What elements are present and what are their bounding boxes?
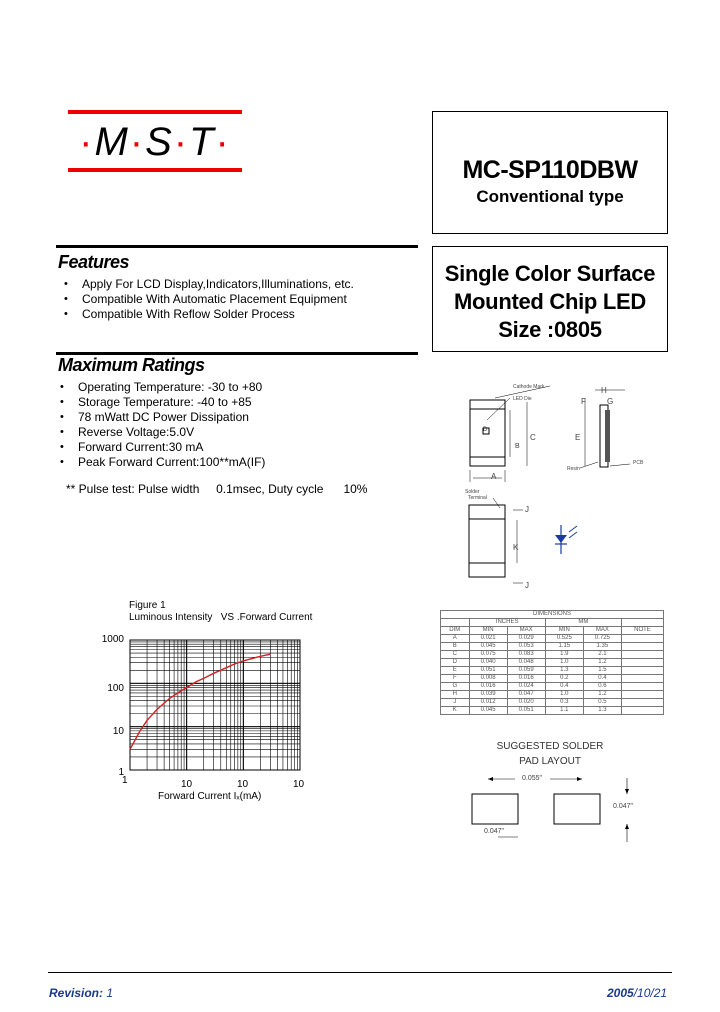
table-cell: 0.053: [507, 643, 545, 651]
y-tick-label: 10: [112, 726, 124, 737]
chart-grid: [130, 640, 300, 770]
diagram-label: PCB: [633, 460, 644, 466]
list-item: • Storage Temperature: -40 to +85: [56, 395, 265, 410]
table-cell: [621, 699, 663, 707]
diagram-label: Solder: [465, 489, 480, 495]
list-item: • 78 mWatt DC Power Dissipation: [56, 410, 265, 425]
table-cell: 0.039: [469, 691, 507, 699]
table-cell: 0.2: [545, 675, 583, 683]
list-item: • Peak Forward Current:100**mA(IF): [56, 455, 265, 470]
features-rule: [56, 245, 418, 248]
y-tick-label: 1: [118, 767, 124, 778]
table-cell: 0.4: [545, 683, 583, 691]
table-title: DIMENSIONS: [441, 611, 664, 619]
x-axis-label: Forward Current Iₓ(mA): [158, 791, 262, 802]
logo-bottom-bar: [68, 168, 242, 172]
x-tick-label: 10: [181, 779, 193, 790]
mst-logo: ·M·S·T·: [79, 120, 231, 164]
solder-pad-right: [554, 794, 600, 824]
table-row: [441, 707, 664, 715]
table-cell: 1.2: [583, 659, 621, 667]
diagram-label: C: [530, 433, 536, 442]
table-cell: 0.051: [507, 707, 545, 715]
diagram-label: Cathode Mark: [513, 384, 545, 390]
table-cell: [621, 707, 663, 715]
figure-chart: [126, 634, 304, 776]
table-cell: 0.024: [507, 683, 545, 691]
table-cell: 1.0: [545, 659, 583, 667]
terminal-bottom: [470, 457, 505, 466]
table-cell: 1.1: [545, 707, 583, 715]
list-item: • Compatible With Automatic Placement Equipment: [60, 292, 354, 307]
table-row: [441, 691, 664, 699]
table-cell: 1.3: [545, 667, 583, 675]
table-cell: 1.0: [545, 691, 583, 699]
table-cell: 0.059: [507, 667, 545, 675]
figure-title: [129, 600, 312, 624]
column-header: DIM: [441, 627, 470, 635]
table-cell: 1.9: [545, 651, 583, 659]
table-cell: [621, 635, 663, 643]
revision-label: Revision:: [49, 986, 104, 1000]
diagram-label: K: [513, 543, 519, 552]
table-cell: K: [441, 707, 470, 715]
table-header-row: [441, 627, 664, 635]
table-cell: 0.008: [469, 675, 507, 683]
pulse-note: ** Pulse test: Pulse width 0.1msec, Duty cycle 10%: [66, 482, 368, 496]
table-row: [441, 659, 664, 667]
table-cell: 0.5: [583, 699, 621, 707]
table-cell: [621, 651, 663, 659]
table-row: [441, 635, 664, 643]
footer-rule: [48, 972, 672, 973]
figure-subtitle: Luminous Intensity VS .Forward Current: [129, 612, 313, 623]
pcb-edge: [605, 410, 610, 462]
table-cell: F: [441, 675, 470, 683]
dimensions-table: [440, 610, 664, 715]
table-cell: 2.1: [583, 651, 621, 659]
list-item: • Reverse Voltage:5.0V: [56, 425, 265, 440]
solder-dim-right: 0.047": [613, 803, 634, 810]
diagram-label: LED Die: [513, 396, 532, 402]
table-cell: 0.020: [507, 699, 545, 707]
table-cell: [621, 643, 663, 651]
part-number: MC-SP110DBW: [462, 156, 638, 184]
table-cell: 0.021: [469, 635, 507, 643]
column-header: MAX: [507, 627, 545, 635]
table-cell: [621, 691, 663, 699]
diagram-label: J: [525, 505, 529, 514]
revision: [49, 986, 113, 1000]
date: [607, 986, 667, 1000]
table-cell: 0.012: [469, 699, 507, 707]
table-cell: 0.4: [583, 675, 621, 683]
table-cell: 0.016: [469, 683, 507, 691]
table-cell: 0.040: [469, 659, 507, 667]
column-header: MIN: [469, 627, 507, 635]
package-top-view: [470, 400, 505, 466]
table-cell: 0.029: [507, 635, 545, 643]
package-diagram: [455, 380, 665, 600]
solder-pad-left: [472, 794, 518, 824]
description-box: [432, 246, 668, 352]
table-cell: 0.083: [507, 651, 545, 659]
table-cell: 1.5: [583, 667, 621, 675]
x-tick-label: 10: [293, 779, 305, 790]
y-tick-label: 100: [107, 683, 124, 694]
table-cell: C: [441, 651, 470, 659]
table-cell: G: [441, 683, 470, 691]
description-line-2: Mounted Chip LED: [454, 289, 646, 314]
table-cell: 0.725: [583, 635, 621, 643]
diagram-label: D: [483, 427, 488, 433]
table-row: [441, 667, 664, 675]
solder-title-line-2: PAD LAYOUT: [519, 756, 581, 767]
list-item: • Operating Temperature: -30 to +80: [56, 380, 265, 395]
description-line-1: Single Color Surface: [444, 261, 656, 286]
solder-dim-top: 0.055": [522, 775, 543, 782]
diagram-label: Terminal: [468, 495, 487, 501]
table-cell: 0.3: [545, 699, 583, 707]
table-row: [441, 683, 664, 691]
part-type: Conventional type: [476, 187, 624, 206]
table-cell: B: [441, 643, 470, 651]
table-cell: 0.016: [507, 675, 545, 683]
revision-value: 1: [106, 986, 114, 1000]
table-row: [441, 651, 664, 659]
diagram-label: J: [525, 581, 529, 590]
logo-top-bar: [68, 110, 242, 114]
diagram-label: H: [601, 386, 607, 395]
diagram-label: B: [515, 443, 520, 450]
column-header: MAX: [583, 627, 621, 635]
diagram-label: A: [491, 472, 497, 481]
date-year: 2005: [607, 986, 634, 1000]
table-group-header: INCHES: [469, 619, 545, 627]
table-cell: 0.045: [469, 643, 507, 651]
list-item: • Apply For LCD Display,Indicators,Illuminations, etc.: [60, 277, 354, 292]
table-cell: H: [441, 691, 470, 699]
table-cell: 0.6: [583, 683, 621, 691]
table-cell: A: [441, 635, 470, 643]
table-group-header: MM: [545, 619, 621, 627]
table-cell: D: [441, 659, 470, 667]
x-tick-label: 10: [237, 779, 249, 790]
table-cell: 0.045: [469, 707, 507, 715]
figure-number: Figure 1: [129, 600, 166, 611]
solder-title-line-1: SUGGESTED SOLDER: [496, 741, 604, 752]
chart-frame: [130, 640, 300, 770]
table-cell: 0.525: [545, 635, 583, 643]
table-cell: [621, 675, 663, 683]
table-row: [441, 675, 664, 683]
table-cell: [621, 683, 663, 691]
list-item: • Forward Current:30 mA: [56, 440, 265, 455]
x-tick-label: 1: [122, 775, 128, 786]
solder-dim-bottom: 0.047": [484, 828, 505, 835]
table-cell: 0.051: [469, 667, 507, 675]
table-cell: 0.048: [507, 659, 545, 667]
table-cell: 1.15: [545, 643, 583, 651]
column-header: MIN: [545, 627, 583, 635]
ratings-heading: Maximum Ratings: [58, 355, 205, 375]
description-line-3: Size :0805: [498, 317, 602, 342]
date-rest: /10/21: [633, 986, 668, 1000]
table-row: [441, 699, 664, 707]
solder-pad-diagram: [470, 770, 645, 850]
table-cell: 0.047: [507, 691, 545, 699]
table-cell: E: [441, 667, 470, 675]
diagram-label: E: [575, 433, 581, 442]
column-header: NOTE: [621, 627, 663, 635]
list-item: • Compatible With Reflow Solder Process: [60, 307, 354, 322]
diagram-label: F: [581, 397, 586, 406]
features-list: [60, 277, 354, 322]
part-title-box: [432, 111, 668, 234]
table-cell: 1.2: [583, 691, 621, 699]
table-cell: J: [441, 699, 470, 707]
y-tick-label: 1000: [101, 634, 124, 645]
table-cell: 0.075: [469, 651, 507, 659]
ratings-list: [56, 380, 265, 470]
features-heading: Features: [58, 252, 130, 272]
table-cell: [621, 659, 663, 667]
table-cell: [621, 667, 663, 675]
table-cell: 1.35: [583, 643, 621, 651]
chart-curve: [130, 654, 270, 749]
diagram-label: Resin: [567, 466, 580, 472]
table-cell: 1.3: [583, 707, 621, 715]
diagram-label: G: [607, 397, 614, 406]
table-row: [441, 643, 664, 651]
